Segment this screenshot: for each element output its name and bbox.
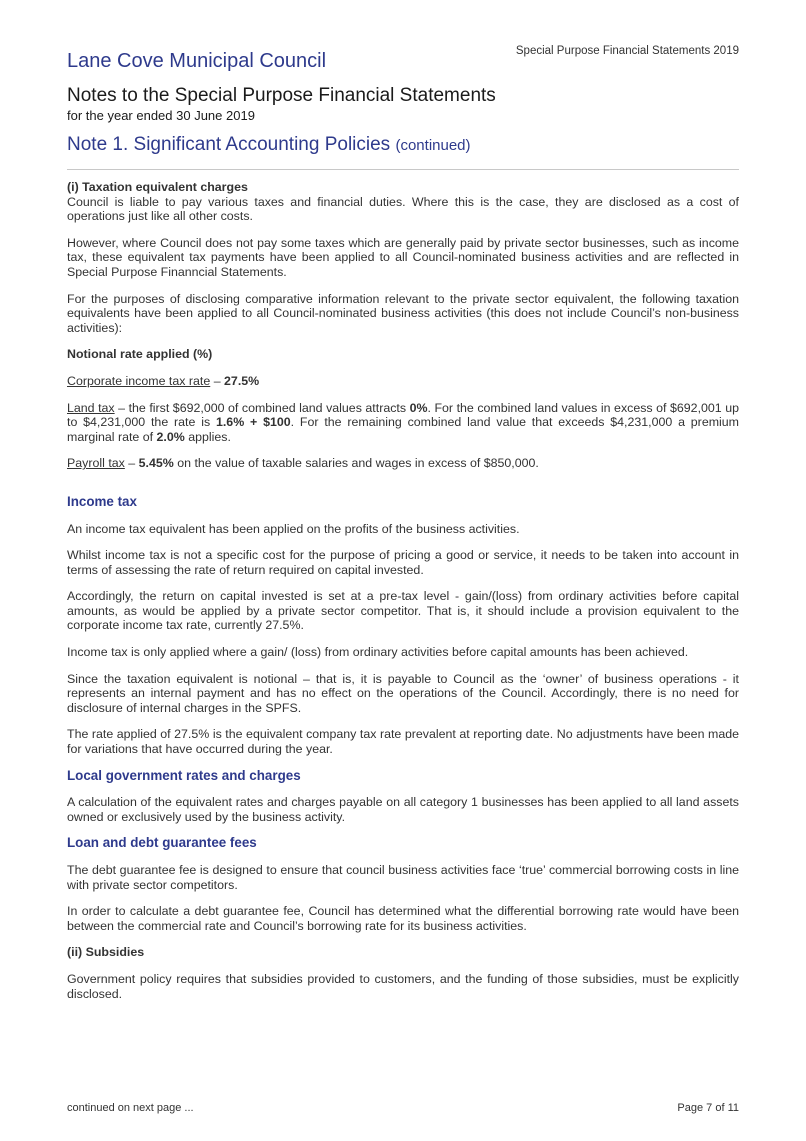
taxation-paragraph-2: However, where Council does not pay some taxes which are generally paid by private sector businesses, such as income tax, these equivalent tax payments have been applied to all Council-nominated business activities and are reflected in Special Purpose Finanncial Statements. [67,235,739,279]
corporate-tax-separator: – [210,373,225,388]
taxation-heading: (i) Taxation equivalent charges [67,180,248,194]
document-label: Special Purpose Financial Statements 2019 [515,45,739,57]
land-tax-label: Land tax [67,400,115,415]
loan-fees-heading: Loan and debt guarantee fees [67,835,257,851]
page-title: Notes to the Special Purpose Financial Statements [67,85,496,106]
corporate-tax-rate: 27.5% [224,373,260,388]
land-tax-text-4: applies. [184,429,231,444]
local-rates-heading: Local government rates and charges [67,767,301,783]
payroll-tax-rate: 5.45% [138,456,174,471]
reporting-period: for the year ended 30 June 2019 [67,108,255,123]
corporate-tax-label: Corporate income tax rate [67,373,211,388]
income-tax-paragraph-6: The rate applied of 27.5% is the equivalent company tax rate prevalent at reporting date. No adjustments have been made for variations that have occurred during the year. [67,727,739,757]
note-body [67,180,739,1013]
taxation-paragraph-3: For the purposes of disclosing comparative information relevant to the private sector equivalent, the following taxation equivalents have been applied to all Council-nominated business activities (this does not include Council’s non-business activities): [67,291,739,335]
note-heading-text: Note 1. Significant Accounting Policies [67,134,391,155]
income-tax-paragraph-2: Whilst income tax is not a specific cost for the purpose of pricing a good or service, it needs to be taken into account in terms of assessing the rate of return required on capital invested. [67,548,739,577]
income-tax-paragraph-3: Accordingly, the return on capital invested is set at a pre-tax level - gain/(loss) from ordinary activities before capital amounts, as would be applied by a private sector competitor. That is, it should include a provision equivalent to the corporate income tax rate, currently 27.5%. [67,589,739,633]
subsidies-paragraph-1: Government policy requires that subsidies provided to customers, and the funding of those subsidies, must be explicitly disclosed. [67,971,739,1001]
income-tax-paragraph-4: Income tax is only applied where a gain/ (loss) from ordinary activities before capital amounts has been achieved. [67,645,689,660]
land-tax-paragraph [67,401,739,445]
land-tax-text-1: – the first $692,000 of combined land values attracts [114,400,410,415]
land-tax-rate-1: 0% [409,400,428,415]
payroll-tax-text: on the value of taxable salaries and wages in excess of $850,000. [173,456,539,471]
loan-fees-paragraph-2: In order to calculate a debt guarantee fee, Council has determined what the differential borrowing rate would have been between the commercial rate and Council’s borrowing rate for its business activities. [67,904,739,933]
land-tax-text-3: . For the remaining combined land value that exceeds $4,231,000 a premium marginal rate of [67,415,739,444]
loan-fees-paragraph-1: The debt guarantee fee is designed to ensure that council business activities face ‘true’ commercial borrowing costs in line with private sector competitors. [67,863,739,892]
note-heading-continued: (continued) [395,137,471,154]
note-heading [67,134,471,156]
land-tax-rate-3: 2.0% [156,429,185,444]
land-tax-rate-2: 1.6% + $100 [215,415,291,430]
subsidies-heading: (ii) Subsidies [67,945,145,960]
continued-note: continued on next page ... [67,1102,194,1114]
payroll-tax-separator: – [124,456,139,471]
payroll-tax-line [67,456,739,471]
page-number: Page 7 of 11 [677,1102,739,1114]
income-tax-heading: Income tax [67,493,137,509]
land-tax-text-2: . For the combined land values in excess of $692,001 up to $4,231,000 the rate is [67,400,739,430]
income-tax-paragraph-5: Since the taxation equivalent is notional – that is, it is payable to Council as the ‘owner’ of business operations - it represents an internal payment and has no effect on the operations of the Council. Accordingly, there is no need for disclosure of internal charges in the SPFS. [67,671,739,715]
local-rates-paragraph-1: A calculation of the equivalent rates and charges payable on all category 1 businesses has been applied to all land assets owned or exclusively used by the business activity. [67,795,739,824]
organisation-name: Lane Cove Municipal Council [67,50,327,72]
taxation-paragraph-1: Council is liable to pay various taxes and financial duties. Where this is the case, they are disclosed as a cost of operations just like all other costs. [67,194,739,224]
header-divider [67,169,739,170]
income-tax-paragraph-1: An income tax equivalent has been applied on the profits of the business activities. [67,521,520,536]
notional-rate-heading: Notional rate applied (%) [67,347,213,362]
payroll-tax-label: Payroll tax [67,456,125,471]
corporate-tax-line [67,374,739,389]
